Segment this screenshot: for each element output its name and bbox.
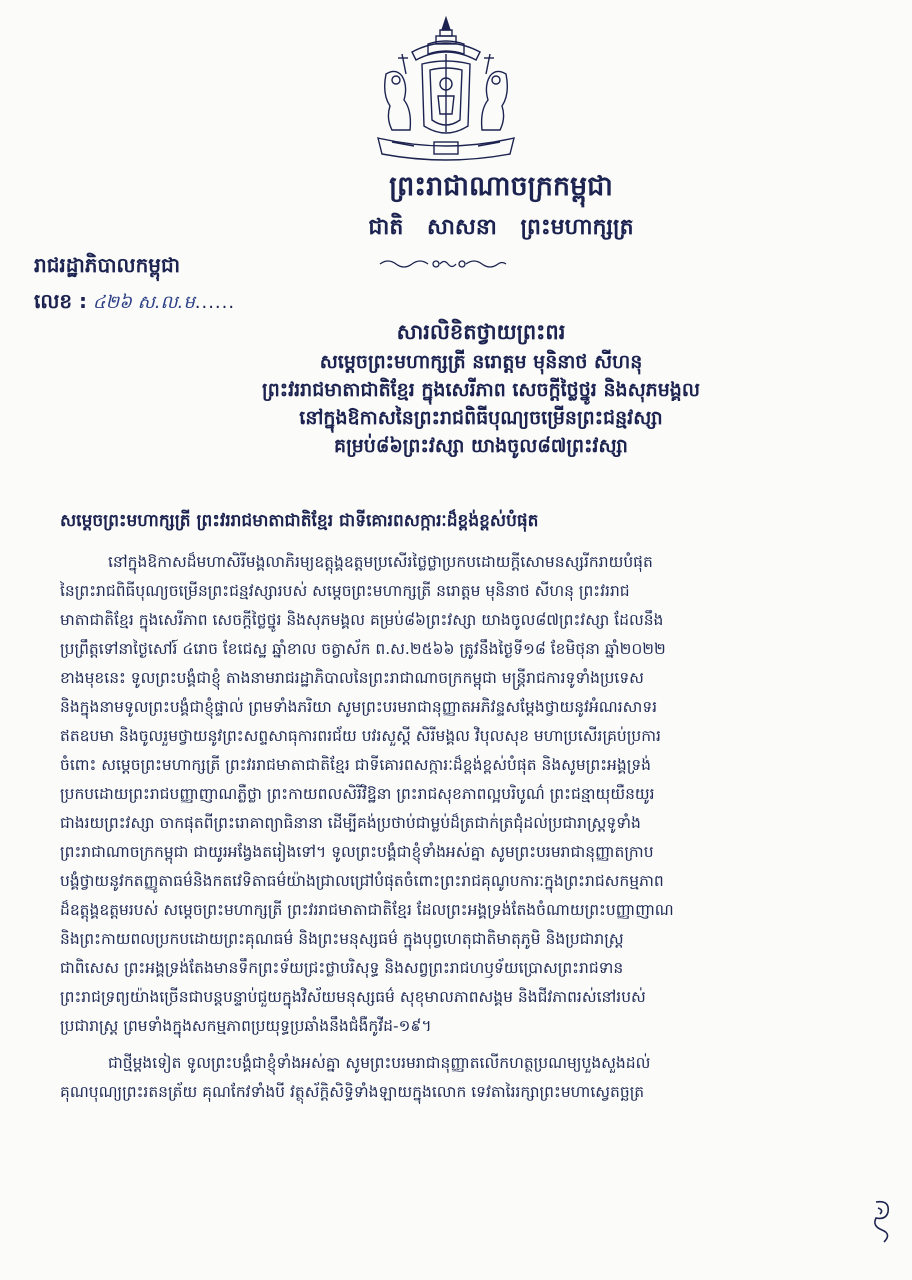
reference-number-dots: ...... (194, 292, 236, 313)
body-line: ប្រជារាស្ត្រ ព្រមទាំងក្នុងសកម្មភាពប្រយុទ្ធប្រឆាំងនឹងជំងឺកូវីដ-១៩។ (60, 1017, 432, 1035)
body-line: ព្រះរាជាណាចក្រកម្ពុជា ជាយូរអង្វែងតរៀងទៅ។ ទូលព្រះបង្គំជាខ្ញុំទាំងអស់គ្នា សូមព្រះបរមរាជានុញ្ញាតក្រាប (60, 843, 654, 861)
body-line: ខាងមុខនេះ ទូលព្រះបង្គំជាខ្ញុំ តាងនាមរាជរដ្ឋាភិបាលនៃព្រះរាជាណាចក្រកម្ពុជា មន្ត្រីរាជការទូទាំងប្រទេស (60, 669, 644, 687)
body-paragraph-2 (60, 1049, 900, 1107)
body-line: ប្រកបដោយព្រះរាជបញ្ញាញាណភ្លឺថ្លា ព្រះកាយពលសិរីវិឱ្ឋនា ព្រះរាជសុខភាពល្អបរិបូណ៌ ព្រះជន្មាយុយឺនយូរ (60, 785, 655, 803)
body-line: ឥតឧបមា និងចូលរួមថ្វាយនូវព្រះសព្ទសាធុការពរជ័យ បវរសួស្តី សិរីមង្គល វិបុលសុខ មហាប្រសើរគ្រប់ប្រការ (60, 727, 661, 745)
heading-line: សារលិខិតថ្វាយព្រះពរ (396, 320, 566, 344)
body-line: បង្គំថ្វាយនូវកតញ្ញូតាធម៌និងកតវេទិតាធម៌យ៉ាងជ្រាលជ្រៅបំផុតចំពោះព្រះរាជគុណូបការៈក្នុងព្រះរាជសកម្មភាព (60, 872, 664, 890)
body-line: ចំពោះ សម្តេចព្រះមហាក្សត្រី ព្រះវររាជមាតាជាតិខ្មែរ ជាទីគោរពសក្ការៈដ៏ខ្ពង់ខ្ពស់បំផុត និងសូមព្រះអង្គទ្រង់ (60, 756, 652, 774)
body-line: មាតាជាតិខ្មែរ ក្នុងសេរីភាព សេចក្តីថ្លៃថ្នូរ និងសុភមង្គល គម្រប់៨៦ព្រះវស្សា យាងចូល៨៧ព្រះវស្សា ដែលនឹង (60, 611, 664, 629)
reference-number-value: ៤២៦ ស.ល.ម (92, 292, 195, 313)
body-line: ជាងរយព្រះវស្សា ចាកផុតពីព្រះរោគាព្យាធិនានា ដើម្បីគង់ប្រថាប់ជាម្លប់ដ៏ត្រជាក់ត្រជុំដល់ប្រជារាស្ត្រទូទាំង (60, 814, 641, 832)
body-line: និងព្រះកាយពលប្រកបដោយព្រះគុណធម៌ និងព្រះមនុស្សធម៌ ក្នុងបុព្វហេតុជាតិមាតុភូមិ និងប្រជារាស្ត្រ (60, 930, 624, 948)
national-motto: ជាតិ សាសនា ព្រះមហាក្សត្រ (368, 215, 634, 240)
kingdom-title: ព្រះរាជាណាចក្រកម្ពុជា (389, 171, 613, 202)
body-line: ជាថ្មីម្តងទៀត ទូលព្រះបង្គំជាខ្ញុំទាំងអស់គ្នា សូមព្រះបរមរាជានុញ្ញាតលើកហត្ថប្រណម្យបួងសួងដល់ (108, 1054, 651, 1072)
body-line: ដ៏ឧត្តុង្គឧត្តមរបស់ សម្តេចព្រះមហាក្សត្រី ព្រះវររាជមាតាជាតិខ្មែរ ដែលព្រះអង្គទ្រង់តែងចំណាយព្រះបញ្ញាញាណ (60, 901, 674, 919)
body-paragraph-1 (60, 548, 900, 1041)
reference-number (34, 288, 235, 318)
letter-heading (60, 316, 902, 460)
body-line: គុណបុណ្យព្រះរតនត្រ័យ គុណកែវទាំងបី វត្ថុស័ក្តិសិទ្ធិទាំងឡាយក្នុងលោក ទេវតារៃរក្សាព្រះមហាស្វេតច្ឆត្រ (60, 1083, 645, 1101)
body-line: ជាពិសេស ព្រះអង្គទ្រង់តែងមានទឹកព្រះទ័យជ្រះថ្លាបរិសុទ្ធ និងសព្វព្រះរាជហឫទ័យប្រោសព្រះរាជទាន (60, 959, 624, 977)
tacteing-ornament-icon (378, 256, 508, 272)
sender-office: រាជរដ្ឋាភិបាលកម្ពុជា (34, 253, 180, 277)
handwritten-initial-icon (868, 1196, 898, 1246)
reference-number-label: លេខ : (34, 289, 88, 313)
heading-line: គម្រប់៨៦ព្រះវស្សា យាងចូល៨៧ព្រះវស្សា (334, 435, 628, 457)
body-line: នៅក្នុងឱកាសដ៏មហាសិរីមង្គលាភិរម្យឧត្តុង្គឧត្តមប្រសើរថ្លៃថ្លាប្រកបដោយក្តីសោមនស្សរីករាយបំផុត (108, 553, 653, 571)
heading-line: សម្តេចព្រះមហាក្សត្រី នរោត្តម មុនិនាថ សីហនុ (319, 351, 643, 373)
royal-coat-of-arms-icon (372, 14, 520, 166)
heading-line: ព្រះវររាជមាតាជាតិខ្មែរ ក្នុងសេរីភាព សេចក្តីថ្លៃថ្នូរ និងសុភមង្គល (262, 379, 700, 401)
body-line: ព្រះរាជទ្រព្យយ៉ាងច្រើនជាបន្តបន្ទាប់ជួយក្នុងវិស័យមនុស្សធម៌ សុខុមាលភាពសង្គម និងជីវភាពរស់នៅរបស់ (60, 988, 646, 1006)
letter-body (60, 548, 900, 1115)
body-line: និងក្នុងនាមទូលព្រះបង្គំជាខ្ញុំផ្ទាល់ ព្រមទាំងភរិយា សូមព្រះបរមរាជានុញ្ញាតអភិវន្ទសម្តែងថ្វាយនូវអំណរសាទរ (60, 698, 658, 716)
salutation: សម្តេចព្រះមហាក្សត្រី ព្រះវររាជមាតាជាតិខ្មែរ ជាទីគោរពសក្ការៈដ៏ខ្ពង់ខ្ពស់បំផុត (60, 511, 539, 531)
body-line: នៃព្រះរាជពិធីបុណ្យចម្រើនព្រះជន្មវស្សារបស់ សម្តេចព្រះមហាក្សត្រី នរោត្តម មុនិនាថ សីហនុ ព្រះវររាជ (60, 582, 630, 600)
heading-line: នៅក្នុងឱកាសនៃព្រះរាជពិធីបុណ្យចម្រើនព្រះជន្មវស្សា (299, 407, 663, 429)
body-line: ប្រព្រឹត្តទៅនាថ្ងៃសៅរ៍ ៤រោច ខែជេស្ឋ ឆ្នាំខាល ចត្វាស័ក ព.ស.២៥៦៦ ត្រូវនឹងថ្ងៃទី១៨ ខែមិថុនា ឆ្នាំ២០២២ (60, 640, 666, 658)
